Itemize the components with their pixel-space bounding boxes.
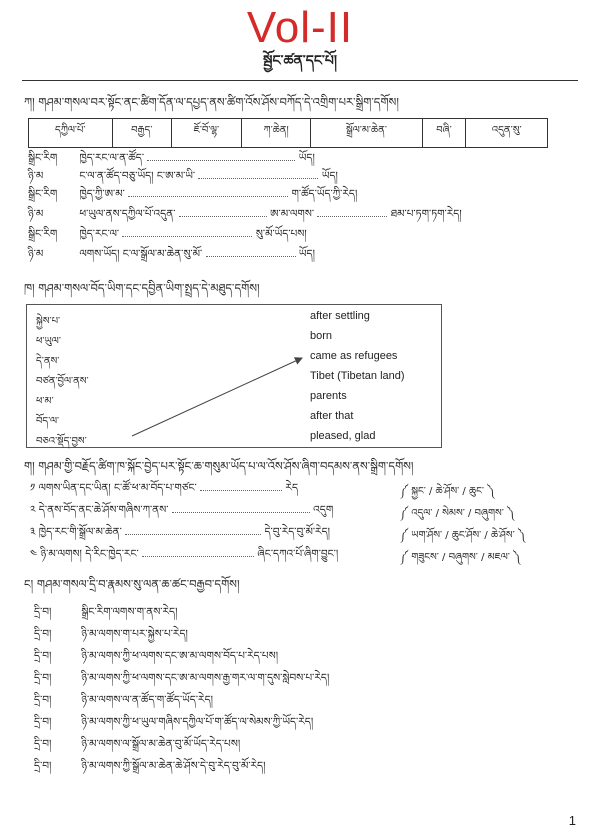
fill-item [30, 524, 330, 540]
question-text: སྒྲིང་རིག་ལགས་ག་ནས་རེད། [81, 606, 178, 618]
item-text: ཉི་མ་ལགས། དེ་རིང་ཁྱེད་རང་ [40, 548, 139, 560]
dialogue-text: ཕ་ཡུལ་ནས་དཀྱིལ་པོ་འདུན་ [79, 208, 176, 220]
section-1-heading: ཀ། གཤམ་གསལ་བར་སྟོང་ནང་ཚིག་དོན་ལ་དཔྱད་ནས་ཚིག་འོས་ཤོས་བཀོད་དེ་འགྲིག་པར་སྒྲིག་དགོས། [24, 95, 399, 109]
word-bank-cell: དཀྱིལ་པོ་ [29, 119, 113, 148]
section-2-heading: ཁ། གཤམ་གསལ་བོད་ཡིག་དང་དབྱིན་ཡིག་སྤྲད་དེ་མཐུད་དགོས། [24, 281, 260, 295]
speaker-label: སྒྲིང་རིག [28, 152, 58, 164]
answer-blank [172, 502, 310, 513]
word-bank-cell: བཞི་ [422, 119, 466, 148]
question-label: དྲི་བ། [34, 650, 52, 662]
tibetan-word: ཕ་ཡུལ་ [36, 336, 61, 347]
answer-blank [142, 546, 254, 557]
tibetan-word: བཅའ་སྡོད་བྱས་ [36, 436, 87, 447]
item-number: ༤ [30, 548, 38, 560]
dialogue-text: ལགས་ཡོད། ང་ལ་སྒྲོལ་མ་ཆེན་སུ་མོ་ [79, 248, 203, 260]
question-label: དྲི་བ། [34, 738, 52, 750]
speaker-label: སྒྲིང་རིག [28, 188, 58, 200]
question-text: ཉི་མ་ལགས་ལ་སྒྲོལ་མ་ཆེན་བུ་མོ་ཡོད་རེད་པས། [81, 738, 241, 750]
word-bank-cell: ཀ་ཆེན། [241, 119, 310, 148]
speaker-label: ཉི་མ [28, 170, 44, 182]
item-number: ༣ [30, 526, 36, 538]
question-text: ཉི་མ་ལགས་ཀྱི་སྒྲོལ་མ་ཆེན་ཆེ་ཤོས་དེ་བུ་རེད་བུ་མོ་རེད། [81, 760, 266, 772]
speaker-label: ཉི་མ [28, 208, 44, 220]
question-text: ཉི་མ་ལགས་ཀྱི་ཕ་ལགས་དང་ཨ་མ་ལགས་རྒྱ་གར་ལ་ག་དུས་སླེབས་པ་རེད། [81, 672, 330, 684]
item-tail: རེད [285, 482, 299, 494]
option-list: ༼ སྐྱང་ / ཆེ་ཤོས་ / ཆུང་ ༽ [400, 486, 495, 497]
question-text: ཉི་མ་ལགས་ཀྱི་ཕ་ཡུལ་གཞིས་དཀྱིལ་པོ་ག་ཚོད་ལ་སེམས་ཀྱི་ཡོད་རེད། [81, 716, 314, 728]
speaker-label: ཉི་མ [28, 248, 44, 260]
question-text: ཉི་མ་ལགས་ག་པར་སྐྱེས་པ་རེད། [81, 628, 188, 640]
english-word: came as refugees [310, 350, 398, 362]
english-word: parents [310, 390, 347, 402]
question-label: དྲི་བ། [34, 606, 52, 618]
option-list: ༼ གཟུངས་ / བཞུགས་ / མཇལ་ ༽ [400, 552, 521, 563]
tibetan-word: ཕ་མ་ [36, 396, 54, 407]
fill-item [30, 480, 298, 496]
question-item [34, 626, 188, 642]
question-item [34, 736, 240, 752]
word-bank-cell: ཇོ་བོ་ལྷ་ [171, 119, 241, 148]
tibetan-word: བོད་ལ་ [36, 416, 60, 427]
speaker-label: སྒྲིང་རིག [28, 228, 58, 240]
dialogue-tail: ཡོད། [298, 248, 315, 260]
answer-blank [200, 480, 282, 491]
question-item [34, 670, 329, 686]
english-word: after that [310, 410, 354, 422]
item-tail: འདུག [313, 504, 334, 516]
english-word: born [310, 330, 333, 342]
question-item [34, 648, 278, 664]
question-label: དྲི་བ། [34, 760, 52, 772]
item-number: ༡ [30, 482, 36, 494]
dialogue-tail: སུ་མོ་ཡོད་པས། [255, 228, 307, 240]
volume-title: Vol-II [246, 3, 354, 52]
item-tail: ཞིང་དཀའ་པོ་ཞིག་བྱུང་། [257, 548, 339, 560]
dialogue-text: ཁྱེད་རང་ལ་ [79, 228, 120, 240]
question-label: དྲི་བ། [34, 628, 52, 640]
page-number: 1 [568, 813, 576, 828]
question-item [34, 692, 213, 708]
item-text: ལགས་ཡིན་དང་ཡིན། ང་ཚོ་ཕ་མ་བོད་པ་གཙང་ [38, 482, 197, 494]
question-label: དྲི་བ། [34, 672, 52, 684]
exercise-subtitle: སྦྱོང་ཚན་དང་པོ། [263, 53, 337, 69]
option-list: ༼ ཡག་ཤོས་ / ཆུང་ཤོས་ / ཆེ་ཤོས་ ༽ [400, 530, 525, 541]
fill-item [30, 546, 338, 562]
question-item [34, 758, 265, 774]
tibetan-word: དེ་ནས་ [36, 356, 60, 367]
question-label: དྲི་བ། [34, 716, 52, 728]
fill-item [30, 502, 333, 518]
dialogue-text: ཁྱེད་ཀྱི་ཨ་མ་ [79, 188, 125, 200]
question-label: དྲི་བ། [34, 694, 52, 706]
english-word: pleased, glad [310, 430, 376, 442]
word-bank-cell: བརྒྱད་ [112, 119, 171, 148]
question-item [34, 604, 177, 620]
question-text: ཉི་མ་ལགས་ཀྱི་ཕ་ལགས་དང་ཨ་མ་ལགས་བོད་པ་རེད་པས། [81, 650, 279, 662]
section-3-heading: ག། གཤམ་གྱི་བརྗོད་ཚིག་ཁ་སྐོང་བྱེད་པར་སྟོང་ཆ་གསུམ་ཡོད་པ་ལ་འོས་ཤོས་ཞིག་བདམས་ནས་སྒྲིག་དགོས། [24, 459, 414, 473]
dialogue-tail: ཡོད། [321, 170, 338, 182]
item-text: ཁྱེད་རང་གི་སྒྲོལ་མ་ཆེན་ [38, 526, 122, 538]
tibetan-word: སྐྱེས་པ་ [36, 316, 61, 327]
tibetan-word: བཙན་བྱོལ་ནས་ [36, 376, 89, 387]
item-text: དེ་ནས་བོད་ནང་ཆེ་ཤོས་གཞིས་ཀ་ནས་ [38, 504, 169, 516]
answer-blank [125, 524, 261, 535]
question-text: ཉི་མ་ལགས་ལ་ན་ཚོད་ག་ཚོད་ཡོད་རེད། [81, 694, 214, 706]
dialogue-text: ཁྱེད་རང་ལ་ན་ཚོད་ [79, 152, 145, 164]
dialogue-text: ང་ལ་ན་ཚོད་བཅུ་ཡོད། ང་ཨ་མ་ཡི་ [79, 170, 196, 182]
dialogue-tail: ཡོད། [298, 152, 315, 164]
word-bank-cell: སྒྲོལ་མ་ཆེན་ [311, 119, 422, 148]
question-item [34, 714, 313, 730]
english-word: Tibet (Tibetan land) [310, 370, 405, 382]
section-4-heading: ང། གཤམ་གསལ་དྲི་བ་རྣམས་སུ་ལན་ཆ་ཚང་བརྒྱབ་དགོས། [24, 577, 240, 591]
word-bank-cell: འདུན་སུ་ [466, 119, 548, 148]
option-list: ༼ འདུལ་ / སེམས་ / བཞུགས་ ༽ [400, 508, 515, 519]
dialogue-tail: ཐམ་པ་ཏག་ཏག་རེད། [390, 208, 462, 220]
dialogue-tail: ཨ་མ་ལགས་ [270, 208, 315, 220]
item-tail: དེ་བུ་རེད་བུ་མོ་རེད། [264, 526, 330, 538]
item-number: ༢ [30, 504, 36, 516]
dialogue-tail: ག་ཚོད་ཡོད་ཀྱི་རེད། [291, 188, 358, 200]
english-word: after settling [310, 310, 370, 322]
